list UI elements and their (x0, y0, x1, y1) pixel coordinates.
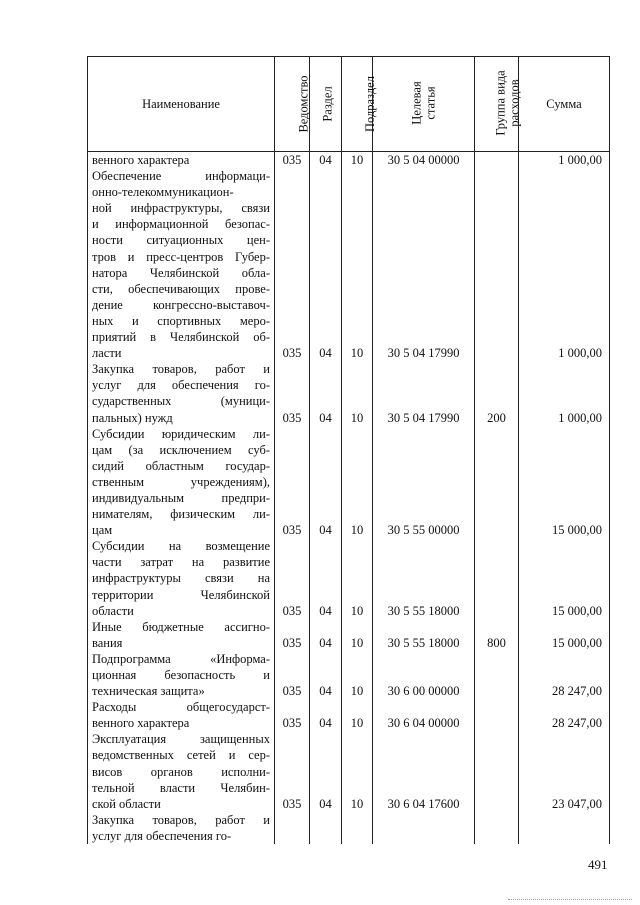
name-line: сти, обеспечивающих прове- (92, 281, 270, 296)
sum-value: 1 000,00 (558, 410, 602, 425)
name-line: Обеспечение информаци- (92, 169, 270, 184)
name-line: ственным учреждениям), (92, 474, 270, 489)
page-number: 491 (588, 857, 608, 872)
department-code: 035 (282, 635, 302, 650)
target-article-code: 30 5 04 00000 (387, 153, 460, 167)
department-code: 035 (282, 796, 302, 811)
name-line: Субсидии на возмещение (92, 539, 270, 554)
section-code: 04 (319, 635, 332, 650)
sum-value: 28 247,00 (552, 684, 602, 699)
expense-group-code: 200 (487, 410, 506, 425)
department-code: 035 (282, 410, 302, 425)
name-line: техническая защита» (92, 684, 205, 699)
header-name (88, 57, 275, 152)
name-line: приятий в Челябинской об- (92, 330, 270, 345)
header-section-label: Раздел (320, 86, 335, 122)
sum-value: 23 047,00 (552, 796, 602, 811)
section-code: 04 (319, 796, 332, 811)
sum-value: 1 000,00 (558, 346, 602, 361)
header-section (310, 57, 342, 152)
subsection-code: 10 (350, 346, 364, 361)
header-expense-group-line1: Группа вида (493, 70, 508, 137)
name-line: ной инфраструктуры, связи (92, 201, 270, 216)
subsection-code: 10 (350, 684, 364, 699)
name-line: Иные бюджетные ассигно- (92, 619, 270, 634)
name-line: тельной власти Челябин- (92, 780, 270, 795)
name-line: ных и спортивных меро- (92, 313, 270, 328)
expense-group-code: 800 (487, 635, 506, 650)
name-line: ности ситуационных цен- (92, 233, 270, 248)
target-article-column (373, 152, 475, 845)
department-code: 035 (282, 523, 302, 538)
budget-table (87, 56, 610, 844)
header-department-label: Ведомство (296, 75, 311, 133)
subsection-code: 10 (350, 523, 364, 538)
sum-value: 28 247,00 (552, 716, 602, 731)
header-target-article-line2: статья (423, 86, 438, 121)
name-line: Эксплуатация защищенных (92, 732, 270, 747)
table-body-row (88, 152, 610, 845)
header-department (275, 57, 310, 152)
name-line: сидий областным государ- (92, 458, 270, 473)
expense-group-code (475, 796, 518, 812)
section-code: 04 (319, 410, 332, 425)
name-line: венного характера (92, 153, 190, 167)
name-line: натора Челябинской обла- (92, 265, 270, 280)
header-target-article-label (410, 82, 438, 125)
target-article-code: 30 6 04 00000 (387, 716, 460, 731)
name-line: нимателям, физическим ли- (92, 507, 270, 522)
name-line: пальных) нужд (92, 410, 173, 425)
header-sum-label: Сумма (546, 96, 582, 111)
sum-column (519, 152, 610, 845)
sum-value: 15 000,00 (552, 603, 602, 618)
department-code: 035 (282, 153, 302, 167)
department-code: 035 (282, 603, 302, 618)
name-line: Расходы общегосударст- (92, 700, 270, 715)
name-line: венного характера (92, 716, 190, 731)
name-line: дение конгрессно-выставоч- (92, 297, 270, 312)
section-column (310, 152, 342, 845)
section-code: 04 (319, 716, 332, 731)
expense-group-code (475, 603, 518, 619)
name-line: ведомственных сетей и сер- (92, 748, 270, 763)
name-line: онно-телекоммуникацион- (92, 185, 234, 200)
expense-group-code (475, 522, 518, 538)
sum-value: 15 000,00 (552, 523, 602, 538)
sum-value: 15 000,00 (552, 635, 602, 650)
header-name-label: Наименование (142, 96, 220, 111)
expense-group-code (475, 345, 518, 361)
target-article-code: 30 6 00 00000 (387, 684, 460, 699)
name-line: ционная безопасность и (92, 668, 270, 682)
subsection-code: 10 (350, 716, 364, 731)
target-article-code: 30 5 04 17990 (387, 410, 460, 425)
expense-group-code (475, 683, 518, 699)
subsection-code: 10 (350, 153, 364, 167)
name-line: ской области (92, 796, 161, 811)
target-article-code: 30 5 04 17990 (387, 346, 460, 361)
subsection-code: 10 (350, 635, 364, 650)
name-line: ласти (92, 346, 122, 361)
department-code: 035 (282, 684, 302, 699)
section-code: 04 (319, 523, 332, 538)
header-expense-group-line2: расходов (507, 79, 522, 128)
name-line: части затрат на развитие (92, 555, 270, 570)
expense-group-code (475, 715, 518, 731)
sum-value: 1 000,00 (558, 153, 602, 167)
subsection-code: 10 (350, 410, 364, 425)
name-line: услуг для обеспечения го- (92, 378, 270, 393)
header-subsection-label: Подраздел (362, 75, 377, 132)
subsection-code: 10 (350, 603, 364, 618)
name-line: индивидуальным предпри- (92, 490, 270, 505)
name-line: территории Челябинской (92, 587, 270, 602)
name-line: Подпрограмма «Информа- (92, 651, 270, 666)
target-article-code: 30 6 04 17600 (387, 796, 460, 811)
section-code: 04 (319, 153, 332, 167)
name-line: висов органов исполни- (92, 764, 270, 779)
subsection-column (342, 152, 373, 845)
section-code: 04 (319, 684, 332, 699)
department-code: 035 (282, 716, 302, 731)
section-code: 04 (319, 603, 332, 618)
target-article-code: 30 5 55 00000 (387, 523, 460, 538)
target-article-code: 30 5 55 18000 (387, 603, 460, 618)
name-line: Закупка товаров, работ и (92, 812, 270, 827)
table-header-row (88, 57, 610, 152)
subsection-code: 10 (350, 796, 364, 811)
header-expense-group (475, 57, 522, 152)
header-expense-group-label (494, 71, 522, 136)
expense-group-code (475, 152, 518, 168)
department-column (275, 152, 310, 845)
name-line: и информационной безопас- (92, 217, 270, 232)
name-line: тров и пресс-центров Губер- (92, 249, 270, 264)
name-line: Субсидии юридическим ли- (92, 426, 270, 441)
header-target-article (373, 57, 475, 152)
name-line: Закупка товаров, работ и (92, 362, 270, 377)
name-line: сударственных (муници- (92, 394, 270, 409)
header-target-article-line1: Целевая (409, 81, 424, 126)
name-line: цам (за исключением суб- (92, 442, 270, 457)
name-column (88, 152, 275, 845)
name-line: вания (92, 635, 123, 650)
header-sum (519, 57, 610, 152)
department-code: 035 (282, 346, 302, 361)
target-article-code: 30 5 55 18000 (387, 635, 460, 650)
header-subsection (342, 57, 377, 152)
footer-rule (508, 899, 632, 900)
expense-group-column (475, 152, 519, 845)
name-line: области (92, 603, 134, 618)
name-line: инфраструктуры связи на (92, 571, 270, 586)
name-line: цам (92, 523, 113, 538)
name-line: услуг для обеспечения го- (92, 828, 232, 843)
section-code: 04 (319, 346, 332, 361)
